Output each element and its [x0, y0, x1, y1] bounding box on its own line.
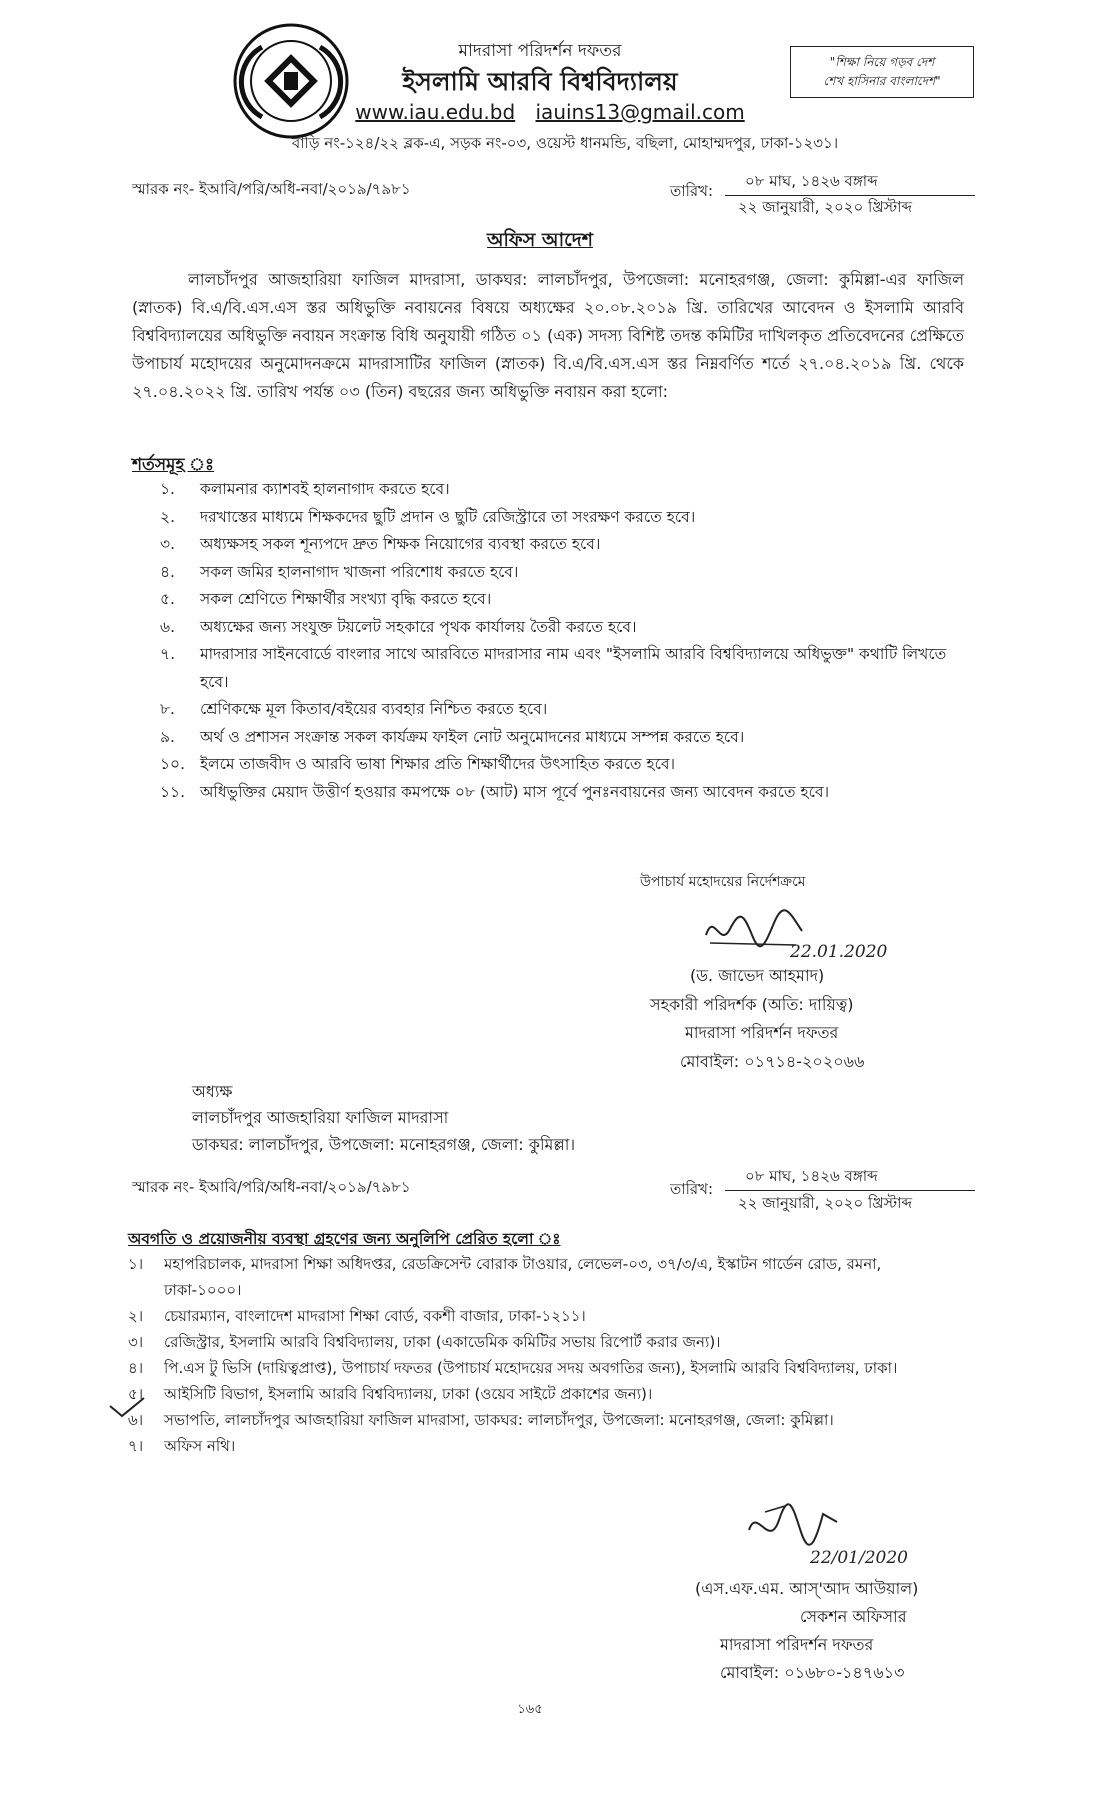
copy-item — [128, 1355, 960, 1381]
copy-text: পি.এস টু ভিসি (দায়িত্বপ্রাপ্ত), উপাচার্য দফতর (উপাচার্য মহোদয়ের সদয় অবগতির জন্য), ইসলামি আরবি বিশ্ববিদ্যালয়, ঢাকা। — [164, 1359, 898, 1377]
signatory-2-designation: সেকশন অফিসার — [800, 1607, 907, 1626]
condition-text: কলামনার ক্যাশবই হালনাগাদ করতে হবে। — [200, 480, 450, 498]
condition-item — [160, 724, 960, 752]
condition-number: ১. — [160, 480, 175, 498]
memo-2-reference: স্মারক নং- ইআবি/পরি/অধি-নবা/২০১৯/৭৯৮১ — [132, 1178, 411, 1196]
signature-2 — [745, 1500, 845, 1555]
condition-item — [160, 696, 960, 724]
copy-text: সভাপতি, লালচাঁদপুর আজহারিয়া ফাজিল মাদরাসা, ডাকঘর: লালচাঁদপুর, উপজেলা: মনোহরগঞ্জ, জেলা: কুমিল্লা। — [164, 1411, 834, 1429]
condition-item — [160, 586, 960, 614]
copy-list — [128, 1251, 960, 1459]
copy-number: ৪। — [128, 1359, 144, 1377]
by-order-line: উপাচার্য মহোদয়ের নির্দেশক্রমে — [640, 874, 806, 890]
condition-item — [160, 751, 960, 779]
copy-heading: অবগতি ও প্রয়োজনীয় ব্যবস্থা গ্রহণের জন্য অনুলিপি প্রেরিত হলো ঃ — [128, 1230, 561, 1248]
check-mark-icon — [108, 1396, 148, 1420]
copy-number: ৭। — [128, 1437, 144, 1455]
memo-reference: স্মারক নং- ইআবি/পরি/অধি-নবা/২০১৯/৭৯৮১ — [132, 180, 411, 198]
copy-number: ১। — [128, 1255, 144, 1273]
copy-number: ৬। — [128, 1411, 144, 1429]
condition-text: মাদরাসার সাইনবোর্ডে বাংলার সাথে আরবিতে মাদরাসার নাম এবং "ইসলামি আরবি বিশ্ববিদ্যালয়ে অধিভুক্ত" কথাটি লিখতে হবে। — [200, 645, 947, 691]
condition-item — [160, 504, 960, 532]
order-paragraph: লালচাঁদপুর আজহারিয়া ফাজিল মাদরাসা, ডাকঘর: লালচাঁদপুর, উপজেলা: মনোহরগঞ্জ, জেলা: কুমিল্লা-এর ফাজিল (স্নাতক) বি.এ/বি.এস.এস স্তর অধিভুক্তি নবায়নের বিষয়ে অধ্যক্ষের ২০.০৮.২০১৯ খ্রি. তারিখের আবেদন ও ইসলামি আরবি বিশ্ববিদ্যালয়ের অধিভুক্তি নবায়ন সংক্রান্ত বিধি অনুযায়ী গঠিত ০১ (এক) সদস্য বিশিষ্ট তদন্ত কমিটির দাখিলকৃত প্রতিবেদনের প্রেক্ষিতে উপাচার্য মহোদয়ের অনুমোদনক্রমে মাদরাসাটির ফাজিল (স্নাতক) বি.এ/বি.এস.এস স্তর নিম্নবর্ণিত শর্তে ২৭.০৪.২০১৯ খ্রি. থেকে ২৭.০৪.২০২২ খ্রি. তারিখ পর্যন্ত ০৩ (তিন) বছরের জন্য অধিভুক্তি নবায়ন করা হলো: — [132, 270, 964, 401]
copy-item — [128, 1381, 960, 1407]
memo-2-date-english: ২২ জানুয়ারী, ২০২০ খ্রিস্টাব্দ — [738, 1194, 912, 1212]
copy-item — [128, 1303, 960, 1329]
recipient-line-3: ডাকঘর: লালচাঁদপুর, উপজেলা: মনোহরগঞ্জ, জেলা: কুমিল্লা। — [192, 1135, 576, 1154]
signatory-2-office: মাদরাসা পরিদর্শন দফতর — [720, 1635, 874, 1654]
copy-number: ৫। — [128, 1385, 144, 1403]
condition-number: ৩. — [160, 535, 176, 553]
office-name: মাদরাসা পরিদর্শন দফতর — [458, 41, 622, 61]
memo-date-label: তারিখ: — [670, 182, 714, 200]
memo-2-date-bangla-text: ০৮ মাঘ, ১৪২৬ বঙ্গাব্দ — [745, 1167, 878, 1185]
condition-item — [160, 559, 960, 587]
signature-2-date: 22/01/2020 — [810, 1548, 908, 1568]
signatory-1-name: (ড. জাভেদ আহমাদ) — [690, 966, 825, 985]
copy-item — [128, 1329, 960, 1355]
condition-item — [160, 476, 960, 504]
memo-date-english: ২২ জানুয়ারী, ২০২০ খ্রিস্টাব্দ — [738, 198, 912, 216]
university-logo — [232, 22, 350, 140]
copy-text: মহাপরিচালক, মাদরাসা শিক্ষা অধিদপ্তর, রেডক্রিসেন্ট বোরাক টাওয়ার, লেভেল-০৩, ৩৭/৩/এ, ইস্কাটন গার্ডেন রোড, রমনা, ঢাকা-১০০০। — [164, 1255, 882, 1299]
conditions-list — [160, 476, 960, 806]
website-link[interactable]: www.iau.edu.bd — [355, 100, 516, 124]
slogan-line-1: "শিক্ষা নিয়ে গড়ব দেশ — [829, 55, 935, 69]
condition-number: ১০. — [160, 755, 186, 773]
signatory-1-mobile: মোবাইল: ০১৭১৪-২০২০৬৬ — [680, 1052, 865, 1071]
condition-number: ৫. — [160, 590, 175, 608]
copy-item — [128, 1433, 960, 1459]
condition-number: ৪. — [160, 562, 175, 581]
copy-text: অফিস নথি। — [164, 1437, 236, 1455]
copy-number: ২। — [128, 1307, 144, 1325]
condition-number: ৮. — [160, 700, 175, 718]
condition-item — [160, 614, 960, 642]
condition-number: ৯. — [160, 727, 175, 746]
condition-text: অধিভুক্তির মেয়াদ উত্তীর্ণ হওয়ার কমপক্ষে ০৮ (আট) মাস পূর্বে পুনঃনবায়নের জন্য আবেদন করতে হবে। — [200, 782, 829, 801]
condition-number: ১১. — [160, 782, 186, 801]
condition-item — [160, 641, 960, 696]
condition-item — [160, 779, 960, 807]
condition-item — [160, 531, 960, 559]
email-link[interactable]: iauins13@gmail.com — [535, 100, 745, 124]
signatory-2-mobile: মোবাইল: ০১৬৮০-১৪৭৬১৩ — [720, 1663, 905, 1682]
condition-number: ২. — [160, 507, 176, 526]
copy-text: আইসিটি বিভাগ, ইসলামি আরবি বিশ্ববিদ্যালয়, ঢাকা (ওয়েব সাইটে প্রকাশের জন্য)। — [164, 1385, 653, 1403]
condition-text: দরখাস্তের মাধ্যমে শিক্ষকদের ছুটি প্রদান ও ছুটি রেজিস্ট্রারে তা সংরক্ষণ করতে হবে। — [200, 507, 696, 526]
condition-text: শ্রেণিকক্ষে মূল কিতাব/বইয়ের ব্যবহার নিশ্চিত করতে হবে। — [200, 700, 548, 718]
copy-text: রেজিস্ট্রার, ইসলামি আরবি বিশ্ববিদ্যালয়, ঢাকা (একাডেমিক কমিটির সভায় রিপোর্ট করার জন্য)। — [164, 1333, 721, 1351]
slogan-box — [790, 46, 974, 98]
recipient-line-2: লালচাঁদপুর আজহারিয়া ফাজিল মাদরাসা — [192, 1108, 449, 1127]
signatory-1-office: মাদরাসা পরিদর্শন দফতর — [685, 1023, 839, 1042]
contact-links — [350, 100, 750, 124]
condition-text: অধ্যক্ষসহ সকল শূন্যপদে দ্রুত শিক্ষক নিয়োগের ব্যবস্থা করতে হবে। — [200, 535, 601, 553]
condition-text: অধ্যক্ষের জন্য সংযুক্ত টয়লেট সহকারে পৃথক কার্যালয় তৈরী করতে হবে। — [200, 617, 637, 636]
copy-item — [128, 1407, 960, 1433]
memo-2-date-label: তারিখ: — [670, 1180, 714, 1198]
signatory-1-designation: সহকারী পরিদর্শক (অতি: দায়িত্ব) — [650, 995, 854, 1014]
page-number: ১৬৫ — [517, 1702, 543, 1717]
condition-text: ইলমে তাজবীদ ও আরবি ভাষা শিক্ষার প্রতি শিক্ষার্থীদের উৎসাহিত করতে হবে। — [200, 755, 675, 773]
conditions-heading: শর্তসমূহ ঃ — [132, 455, 215, 475]
memo-2-date-bangla — [725, 1165, 975, 1191]
condition-text: অর্থ ও প্রশাসন সংক্রান্ত সকল কার্যক্রম ফাইল নোট অনুমোদনের মাধ্যমে সম্পন্ন করতে হবে। — [200, 727, 745, 746]
slogan-line-2: শেখ হাসিনার বাংলাদেশ" — [823, 74, 941, 88]
memo-date-bangla-text: ০৮ মাঘ, ১৪২৬ বঙ্গাব্দ — [745, 172, 878, 190]
copy-text: চেয়ারম্যান, বাংলাদেশ মাদরাসা শিক্ষা বোর্ড, বকশী বাজার, ঢাকা-১২১১। — [164, 1307, 586, 1325]
condition-number: ৭. — [160, 645, 176, 663]
signatory-2-name: (এস.এফ.এম. আস্'আদ আউয়াল) — [695, 1579, 919, 1598]
memo-date-bangla — [725, 170, 975, 196]
copy-item — [128, 1251, 960, 1303]
signature-1-date: 22.01.2020 — [790, 942, 888, 962]
condition-text: সকল জমির হালনাগাদ খাজনা পরিশোধ করতে হবে। — [200, 562, 519, 581]
copy-number: ৩। — [128, 1333, 144, 1351]
page-title: অফিস আদেশ — [487, 229, 593, 251]
condition-text: সকল শ্রেণিতে শিক্ষার্থীর সংখ্যা বৃদ্ধি করতে হবে। — [200, 590, 492, 608]
condition-number: ৬. — [160, 617, 176, 636]
recipient-line-1: অধ্যক্ষ — [192, 1082, 233, 1101]
office-address: বাড়ি নং-১২৪/২২ ব্লক-এ, সড়ক নং-০৩, ওয়েস্ট ধানমন্ডি, বছিলা, মোহাম্মদপুর, ঢাকা-১২৩১। — [291, 134, 839, 152]
university-name: ইসলামি আরবি বিশ্ববিদ্যালয় — [402, 67, 678, 96]
